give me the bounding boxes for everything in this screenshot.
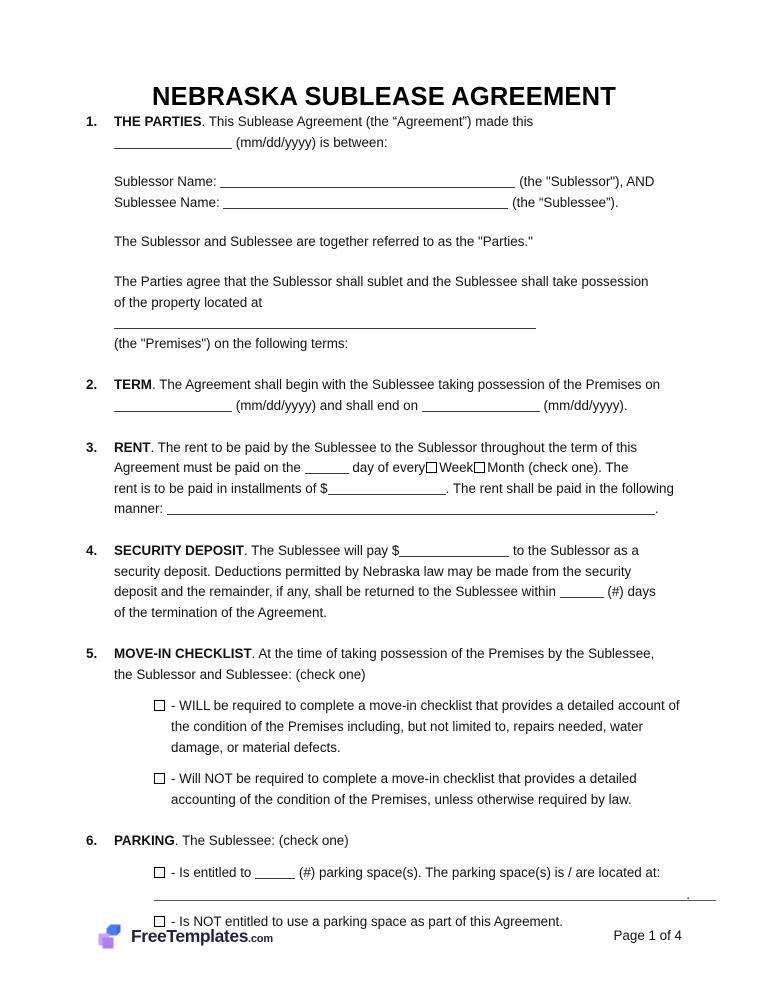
rent-installment-blank[interactable] (328, 482, 446, 495)
security-deposit-return-days-blank[interactable] (560, 585, 604, 598)
page-number: Page 1 of 4 (613, 928, 682, 943)
clause-4-line-3 (114, 582, 682, 603)
clause-5-options (154, 696, 682, 810)
option-will-not-complete-checklist[interactable] (154, 769, 682, 810)
clause-2-line-2 (114, 396, 682, 417)
page-title: NEBRASKA SUBLEASE AGREEMENT (152, 83, 616, 112)
sublessee-name-label: Sublessee Name: (114, 194, 220, 210)
clause-3-text-1: . The rent to be paid by the Sublessee to the Sublessor throughout the term of this (150, 439, 638, 455)
sublessor-name-blank[interactable] (220, 175, 515, 188)
clause-4-text-3b: (#) days (607, 584, 656, 600)
clause-number: 5. (86, 646, 98, 662)
property-located-label: of the property located at (114, 294, 263, 310)
property-address-blank[interactable] (114, 316, 536, 329)
clause-rent (86, 438, 682, 520)
parking-location-line (154, 887, 690, 903)
clause-the-parties (86, 112, 682, 354)
sublessee-name-row (114, 193, 682, 214)
clause-4-line-4: of the termination of the Agreement. (114, 604, 327, 620)
sublessor-name-label: Sublessor Name: (114, 174, 217, 190)
rent-manner-blank[interactable] (167, 502, 655, 515)
parties-definition-line: The Sublessor and Sublessee are together referred to as the "Parties." (114, 234, 533, 250)
clause-3-line-4 (114, 499, 682, 520)
clause-6-text-1: . The Sublessee: (check one) (174, 833, 349, 849)
clause-5-text-1: . At the time of taking possession of the Premises by the Sublessee, (251, 646, 655, 662)
sublessee-name-blank[interactable] (223, 196, 508, 209)
parking-space-count-blank[interactable] (255, 866, 295, 879)
clause-3-text-4: manner: (114, 501, 164, 517)
rent-due-day-blank[interactable] (305, 461, 349, 474)
clause-6-line-1 (114, 831, 682, 852)
clause-3-text-2a: Agreement must be paid on the (114, 460, 301, 476)
freetemplates-logo-text (131, 926, 273, 947)
clause-1-line-1 (114, 112, 682, 133)
clause-4-text-1a: . The Sublessee will pay $ (243, 542, 400, 558)
clause-3-line-2 (114, 458, 682, 479)
checkbox-rent-week[interactable] (426, 462, 437, 473)
clause-4-heading: SECURITY DEPOSIT (114, 542, 244, 558)
clause-3-text-3b: . The rent shall be paid in the following (445, 480, 674, 496)
checkbox-will-not-complete-checklist[interactable] (154, 773, 165, 784)
clause-3-text-2c: (check one). The (528, 460, 629, 476)
checkbox-rent-month[interactable] (474, 462, 485, 473)
clause-term (86, 375, 682, 416)
option-will-not-complete-checklist-label: - Will NOT be required to complete a move-in checklist that provides a detailed accounting of the condition of the Premises, unless otherwise required by law. (171, 771, 637, 807)
clause-2-text-1: . The Agreement shall begin with the Sublessee taking possession of the Premises on (151, 377, 661, 393)
clause-move-in-checklist (86, 644, 682, 810)
clause-security-deposit (86, 541, 682, 623)
page-footer (0, 914, 768, 984)
clause-3-option-month: Month (487, 460, 525, 476)
clause-4-text-3a: deposit and the remainder, if any, shall be returned to the Sublessee within (114, 584, 556, 600)
possession-line-3: (the "Premises") on the following terms: (114, 335, 349, 351)
clause-number: 2. (86, 377, 98, 393)
document-body (86, 112, 690, 932)
possession-line-1: The Parties agree that the Sublessor shall sublet and the Sublessee shall take possession (114, 273, 649, 289)
parking-location-period: . (686, 887, 690, 903)
agreement-date-blank[interactable] (114, 136, 232, 149)
clause-5-line-2: the Sublessor and Sublessee: (check one) (114, 666, 366, 682)
freetemplates-logo[interactable] (97, 924, 273, 949)
clause-1-intro: . This Sublease Agreement (the “Agreement”) made this (201, 114, 534, 129)
sublessor-name-suffix: (the "Sublessor"), AND (519, 174, 655, 190)
possession-line-2 (114, 293, 682, 334)
checkbox-entitled-parking[interactable] (154, 867, 165, 878)
clause-3-option-week: Week (439, 460, 474, 476)
clause-3-line-3 (114, 479, 682, 500)
clause-number: 1. (86, 114, 98, 129)
clause-number: 4. (86, 542, 98, 558)
clause-2-text-2a: (mm/dd/yyyy) and shall end on (235, 397, 419, 413)
clause-2-heading: TERM (114, 377, 152, 393)
clause-3-text-4-end: . (654, 501, 659, 517)
clause-4-line-2: security deposit. Deductions permitted by Nebraska law may be made from the security (114, 563, 632, 579)
clause-1-date-suffix: (mm/dd/yyyy) is between: (235, 134, 388, 150)
clause-4-line-1 (114, 541, 682, 562)
security-deposit-amount-blank[interactable] (399, 544, 509, 557)
clause-3-heading: RENT (114, 439, 151, 455)
checkbox-will-complete-checklist[interactable] (154, 700, 165, 711)
clause-6-heading: PARKING (114, 833, 175, 849)
clause-3-line-1 (114, 438, 682, 459)
clause-2-text-2b: (mm/dd/yyyy). (543, 397, 628, 413)
sublessee-name-suffix: (the “Sublessee”). (512, 194, 619, 210)
parking-location-blank[interactable] (154, 900, 716, 901)
option-entitled-parking[interactable] (154, 863, 682, 884)
clause-5-line-1 (114, 644, 682, 665)
option-will-complete-checklist[interactable] (154, 696, 682, 758)
logo-name: FreeTemplates (131, 926, 249, 946)
freetemplates-logo-icon (97, 924, 124, 949)
clause-1-line-2 (114, 133, 682, 154)
option-entitled-parking-label-a: - Is entitled to (171, 865, 252, 881)
clause-number: 6. (86, 833, 98, 849)
logo-tld: .com (248, 933, 273, 945)
clause-2-line-1 (114, 375, 682, 396)
option-entitled-parking-label-b: (#) parking space(s). The parking space(s) is / are located at: (298, 865, 661, 881)
sublessor-name-row (114, 172, 682, 193)
term-start-date-blank[interactable] (114, 399, 232, 412)
term-end-date-blank[interactable] (422, 399, 540, 412)
clause-5-heading: MOVE-IN CHECKLIST (114, 646, 252, 662)
option-will-complete-checklist-label: - WILL be required to complete a move-in checklist that provides a detailed account of the condition of the Premises including, but not limited to, repairs needed, water damage, or material defects. (171, 698, 680, 755)
clause-4-text-1b: to the Sublessor as a (513, 542, 639, 558)
option-not-entitled-parking-label: - Is NOT entitled to use a parking space as part of this Agreement. (171, 913, 564, 929)
clause-3-text-2b: day of every (352, 460, 426, 476)
clause-3-text-3a: rent is to be paid in installments of $ (114, 480, 328, 496)
clause-number: 3. (86, 439, 98, 455)
clause-1-heading: THE PARTIES (114, 114, 202, 129)
